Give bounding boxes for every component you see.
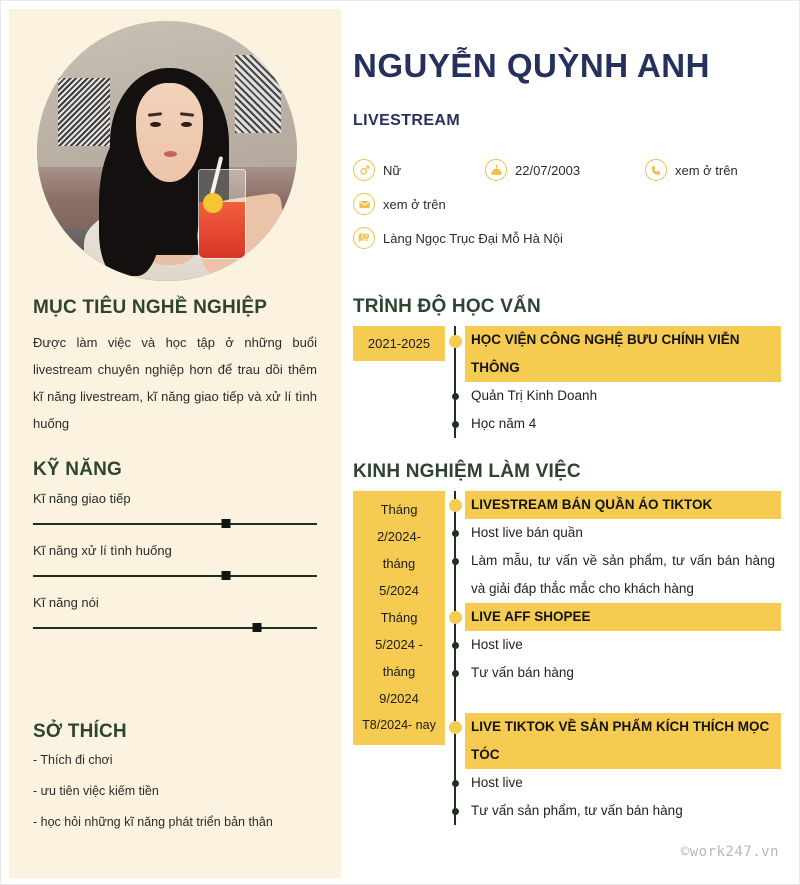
education-timeline <box>353 326 781 438</box>
skill-label: Kĩ năng nói <box>33 595 99 610</box>
experience-detail: Host live <box>471 637 523 652</box>
education-date-column <box>353 326 445 361</box>
education-title: TRÌNH ĐỘ HỌC VẤN <box>353 296 541 317</box>
education-entries <box>465 326 781 438</box>
career-objective-text: Được làm việc và học tập ở những buổi livestream chuyên nghiệp hơn để trau dồi thêm kĩ năng livestream, kĩ năng giao tiếp và xử lí tình huống <box>33 335 317 431</box>
education-section <box>353 296 781 438</box>
contact-address-value: Làng Ngọc Trục Đại Mỗ Hà Nội <box>383 230 563 246</box>
contact-row <box>353 227 783 249</box>
career-objective-section <box>9 297 341 437</box>
location-pin-icon <box>353 227 375 249</box>
timeline-dot-sub <box>452 530 459 537</box>
timeline-dot-sub <box>452 421 459 428</box>
experience-date: Tháng <box>380 610 418 625</box>
hobbies-section <box>9 721 341 846</box>
skill-slider[interactable] <box>33 575 317 577</box>
timeline-dot-sub <box>452 780 459 787</box>
hobbies-title: SỞ THÍCH <box>33 721 127 742</box>
skill-slider-handle[interactable] <box>253 623 262 632</box>
timeline-dot-sub <box>452 642 459 649</box>
skills-section <box>9 459 341 647</box>
experience-timeline <box>353 491 781 825</box>
skill-slider[interactable] <box>33 523 317 525</box>
contact-address <box>353 227 563 249</box>
watermark: ©work247.vn <box>680 844 779 860</box>
experience-date: T8/2024- nay <box>362 718 436 732</box>
timeline-dot-sub <box>452 393 459 400</box>
skill-label: Kĩ năng giao tiếp <box>33 491 131 506</box>
experience-date: Tháng <box>380 502 418 517</box>
education-date: 2021-2025 <box>367 336 431 351</box>
experience-date: 5/2024 - <box>375 637 423 652</box>
profile-photo <box>37 21 297 281</box>
experience-date: 5/2024 <box>379 583 419 598</box>
main-content <box>341 9 793 878</box>
education-detail: Học năm 4 <box>471 416 537 431</box>
gender-icon <box>353 159 375 181</box>
contact-birthday-value: 22/07/2003 <box>515 162 581 178</box>
experience-entry <box>465 713 781 825</box>
timeline-dot-main <box>449 499 462 512</box>
experience-date: tháng <box>382 556 416 571</box>
timeline-dot-main <box>449 721 462 734</box>
experience-detail: Host live <box>471 775 523 790</box>
education-entry <box>465 326 781 438</box>
contact-row <box>353 159 783 181</box>
contact-email-value: xem ở trên <box>383 196 446 212</box>
timeline-bar <box>445 491 465 825</box>
experience-heading: LIVE AFF SHOPEE <box>465 603 781 631</box>
experience-date: tháng <box>382 664 416 679</box>
experience-entries <box>465 491 781 825</box>
timeline-dot-main <box>449 611 462 624</box>
education-detail: Quản Trị Kinh Doanh <box>471 388 598 403</box>
timeline-dot-main <box>449 335 462 348</box>
skill-slider-handle[interactable] <box>222 571 231 580</box>
timeline-dot-sub <box>452 670 459 677</box>
avatar <box>37 21 297 281</box>
envelope-icon <box>353 193 375 215</box>
career-objective-title: MỤC TIÊU NGHỀ NGHIỆP <box>33 297 268 318</box>
hobby-item: - Thích đi chơi <box>33 753 113 767</box>
experience-entry <box>465 603 781 687</box>
birthday-cake-icon <box>485 159 507 181</box>
skill-label: Kĩ năng xử lí tình huống <box>33 543 172 558</box>
timeline-dot-sub <box>452 558 459 565</box>
experience-date: 9/2024 <box>379 691 419 706</box>
timeline-line <box>454 491 456 825</box>
skill-item <box>33 543 317 577</box>
skill-item <box>33 491 317 525</box>
experience-entry <box>465 491 781 603</box>
contact-phone[interactable] <box>645 159 738 181</box>
skill-slider[interactable] <box>33 627 317 629</box>
contact-gender <box>353 159 485 181</box>
phone-icon <box>645 159 667 181</box>
education-heading: HỌC VIỆN CÔNG NGHỆ BƯU CHÍNH VIỄN THÔNG <box>465 326 781 382</box>
experience-detail: Tư vấn sản phẩm, tư vấn bán hàng <box>471 803 683 818</box>
skill-item <box>33 595 317 629</box>
experience-title: KINH NGHIỆM LÀM VIỆC <box>353 461 581 482</box>
contact-phone-value: xem ở trên <box>675 162 738 178</box>
experience-detail: Host live bán quần <box>471 525 583 540</box>
hobby-item: - ưu tiên việc kiếm tiền <box>33 784 159 798</box>
timeline-dot-sub <box>452 808 459 815</box>
skill-slider-handle[interactable] <box>222 519 231 528</box>
experience-date-column <box>353 491 445 745</box>
skills-title: KỸ NĂNG <box>33 459 123 480</box>
contact-row <box>353 193 783 215</box>
experience-detail: Tư vấn bán hàng <box>471 665 574 680</box>
experience-heading: LIVESTREAM BÁN QUẦN ÁO TIKTOK <box>465 491 781 519</box>
page-title: NGUYỄN QUỲNH ANH <box>353 47 710 84</box>
experience-section <box>353 461 781 825</box>
contact-birthday <box>485 159 645 181</box>
contact-gender-value: Nữ <box>383 162 402 178</box>
job-title: LIVESTREAM <box>353 112 461 129</box>
experience-date: 2/2024- <box>376 529 422 544</box>
experience-detail: Làm mẫu, tư vấn về sản phẩm, tư vấn bán hàng và giải đáp thắc mắc cho khách hàng <box>471 553 775 596</box>
contact-email[interactable] <box>353 193 446 215</box>
experience-heading: LIVE TIKTOK VỀ SẢN PHẨM KÍCH THÍCH MỌC TÓC <box>465 713 781 769</box>
sidebar <box>9 9 341 878</box>
hobby-item: - học hỏi những kĩ năng phát triển bản thân <box>33 815 273 829</box>
contact-block <box>353 159 783 261</box>
